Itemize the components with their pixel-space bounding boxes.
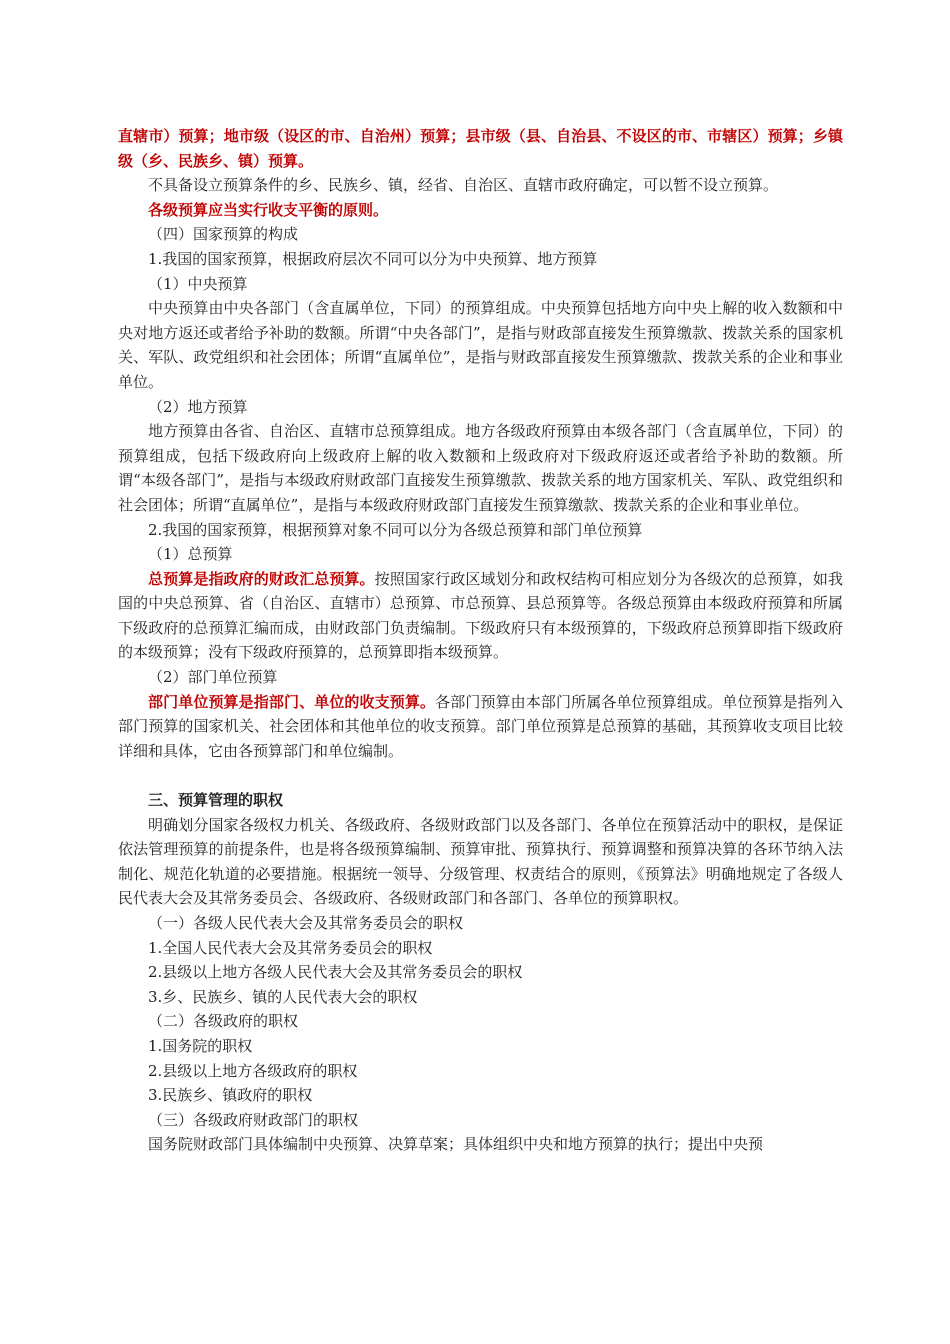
local-budget-paragraph: 地方预算由各省、自治区、直辖市总预算组成。地方各级政府预算由本级各部门（含直属单位，下同）的预算组成，包括下级政府向上级政府上解的收入数额和上级政府对下级政府返还或者给予补助的数额。所谓“本级各部门”，是指与本级政府财政部门直接发生预算缴款、拨款关系的地方国家机关、军队、政党组织和社会团体；所谓“直属单位”，是指与本级政府财政部门直接发生预算缴款、拨款关系的企业和事业单位。 <box>118 422 843 514</box>
dept-budget-detail: 各部门预算由本部门所属各单位预算组成。单位预算是指列入部门预算的国家机关、社会团体和其他单位的收支预算。部门单位预算是总预算的基础，其预算收支项目比较详细和具体，它由各预算部门和单位编制。 <box>118 692 843 760</box>
item-township-npc: 3.乡、民族乡、镇的人民代表大会的职权 <box>148 987 418 1006</box>
item-county-government: 2.县级以上地方各级政府的职权 <box>148 1061 358 1080</box>
total-budget-paragraph <box>118 567 843 665</box>
section-spacer <box>118 763 843 788</box>
central-budget-paragraph: 中央预算由中央各部门（含直属单位，下同）的预算组成。中央预算包括地方向中央上解的收入数额和中央对地方返还或者给予补助的数额。所谓“中央各部门”，是指与财政部直接发生预算缴款、拨款关系的国家机关、军队、政党组织和社会团体；所谓“直属单位”，是指与财政部直接发生预算缴款、拨款关系的企业和事业单位。 <box>118 299 843 391</box>
document-page <box>118 124 843 1157</box>
total-budget-detail: 按照国家行政区域划分和政权结构可相应划分为各级次的总预算，如我国的中央总预算、省（自治区、直辖市）总预算、市总预算、县总预算等。各级总预算由本级政府预算和所属下级政府的总预算汇编而成，由财政部门负责编制。下级政府只有本级预算的，下级政府总预算即指下级政府的本级预算；没有下级政府预算的，总预算即指本级预算。 <box>118 569 843 662</box>
dept-budget-definition: 部门单位预算是指部门、单位的收支预算。 <box>148 692 436 711</box>
subheading-central-budget: （1）中央预算 <box>148 274 248 293</box>
heading-budget-composition: （四）国家预算的构成 <box>148 225 299 244</box>
item-national-npc: 1.全国人民代表大会及其常务委员会的职权 <box>148 938 433 957</box>
finance-dept-paragraph: 国务院财政部门具体编制中央预算、决算草案；具体组织中央和地方预算的执行；提出中央预 <box>148 1135 764 1154</box>
subheading-total-budget: （1）总预算 <box>148 545 233 564</box>
budget-levels-paragraph: 直辖市）预算；地市级（设区的市、自治州）预算；县市级（县、自治县、不设区的市、市辖区）预算；乡镇级（乡、民族乡、镇）预算。 <box>118 127 843 170</box>
item-county-npc: 2.县级以上地方各级人民代表大会及其常务委员会的职权 <box>148 963 523 982</box>
item-township-government: 3.民族乡、镇政府的职权 <box>148 1086 313 1105</box>
total-budget-definition: 总预算是指政府的财政汇总预算。 <box>148 569 375 588</box>
subheading-local-budget: （2）地方预算 <box>148 397 248 416</box>
section-3-body: 明确划分国家各级权力机关、各级政府、各级财政部门以及各部门、各单位在预算活动中的职权，是保证依法管理预算的前提条件，也是将各级预算编制、预算审批、预算执行、预算调整和预算决算的各环节纳入法制化、规范化轨道的必要措施。根据统一领导、分级管理、权责结合的原则，《预算法》明确地规定了各级人民代表大会及其常务委员会、各级政府、各级财政部门和各部门、各单位的预算职权。 <box>118 815 843 908</box>
dept-budget-paragraph <box>118 690 843 764</box>
item-budget-by-level: 1.我国的国家预算，根据政府层次不同可以分为中央预算、地方预算 <box>148 249 598 268</box>
section-3-title: 三、预算管理的职权 <box>148 791 284 810</box>
exemption-paragraph: 不具备设立预算条件的乡、民族乡、镇，经省、自治区、直辖市政府确定，可以暂不设立预算。 <box>148 176 779 195</box>
subheading-dept-budget: （2）部门单位预算 <box>148 668 278 687</box>
item-state-council: 1.国务院的职权 <box>148 1036 253 1055</box>
heading-finance-dept-authority: （三）各级政府财政部门的职权 <box>148 1110 359 1129</box>
heading-government-authority: （二）各级政府的职权 <box>148 1012 299 1031</box>
balance-principle-paragraph: 各级预算应当实行收支平衡的原则。 <box>148 200 389 219</box>
item-budget-by-object: 2.我国的国家预算，根据预算对象不同可以分为各级总预算和部门单位预算 <box>148 520 643 539</box>
heading-npc-authority: （一）各级人民代表大会及其常务委员会的职权 <box>148 914 464 932</box>
